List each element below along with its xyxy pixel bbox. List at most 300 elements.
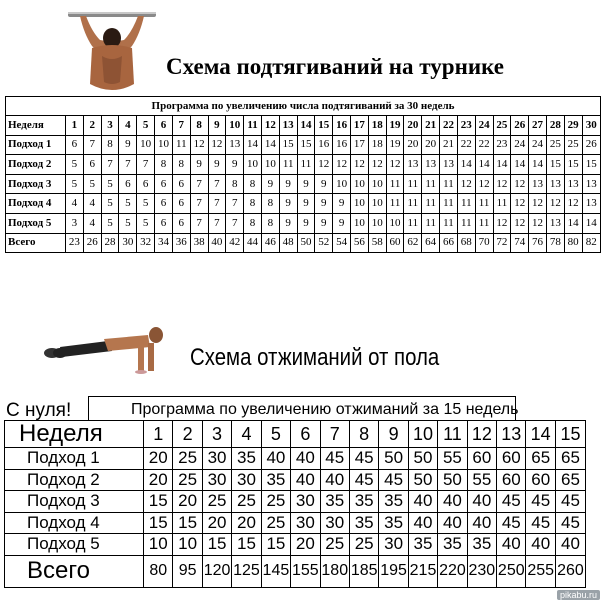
- table-cell: 10: [155, 135, 173, 155]
- table-cell: 20: [232, 512, 261, 534]
- table-cell: 12: [333, 155, 351, 175]
- table-cell: 12: [529, 194, 547, 214]
- table-cell: 9: [261, 174, 279, 194]
- table-cell: 5: [101, 174, 119, 194]
- table-cell: 45: [379, 469, 408, 491]
- week-number: 4: [119, 116, 137, 135]
- table-cell: 60: [467, 448, 496, 470]
- table-row: [5, 512, 585, 534]
- total-row: [5, 555, 585, 587]
- total-cell: 64: [422, 233, 440, 252]
- table-cell: 10: [351, 213, 369, 233]
- table-cell: 5: [66, 155, 84, 175]
- total-cell: 30: [119, 233, 137, 252]
- table-row: [5, 469, 585, 491]
- total-cell: 120: [202, 555, 231, 587]
- table-row: [5, 448, 585, 470]
- table-cell: 7: [226, 194, 244, 214]
- table-cell: 9: [297, 213, 315, 233]
- table-cell: 35: [467, 534, 496, 556]
- pullup-title: Схема подтягиваний на турнике: [166, 54, 504, 79]
- set-label: Подход 3: [6, 174, 66, 194]
- table-cell: 35: [320, 491, 349, 513]
- table-cell: 9: [315, 194, 333, 214]
- table-cell: 10: [368, 213, 386, 233]
- table-cell: 7: [226, 213, 244, 233]
- table-cell: 14: [457, 155, 475, 175]
- table-cell: 45: [555, 512, 585, 534]
- total-cell: 68: [457, 233, 475, 252]
- table-cell: 45: [497, 512, 526, 534]
- total-cell: 82: [582, 233, 600, 252]
- total-cell: 60: [386, 233, 404, 252]
- total-cell: 23: [66, 233, 84, 252]
- total-cell: 76: [529, 233, 547, 252]
- week-number: 12: [467, 421, 496, 448]
- total-cell: 46: [261, 233, 279, 252]
- table-cell: 23: [493, 135, 511, 155]
- week-number: 24: [475, 116, 493, 135]
- week-number: 5: [261, 421, 290, 448]
- pushup-title: Схема отжиманий от пола: [190, 344, 440, 371]
- table-cell: 12: [386, 155, 404, 175]
- table-cell: 24: [511, 135, 529, 155]
- table-cell: 11: [297, 155, 315, 175]
- table-cell: 15: [144, 512, 173, 534]
- total-cell: 32: [137, 233, 155, 252]
- table-cell: 5: [101, 213, 119, 233]
- total-cell: 78: [546, 233, 564, 252]
- pullup-table-caption: Программа по увеличению числа подтягиваний за 30 недель: [6, 97, 600, 116]
- week-number: 6: [291, 421, 320, 448]
- table-cell: 30: [379, 534, 408, 556]
- week-number: 12: [261, 116, 279, 135]
- week-number: 6: [155, 116, 173, 135]
- total-cell: 95: [173, 555, 202, 587]
- table-cell: 11: [404, 213, 422, 233]
- table-cell: 10: [173, 534, 202, 556]
- table-cell: 26: [582, 135, 600, 155]
- table-cell: 7: [190, 194, 208, 214]
- table-cell: 13: [529, 174, 547, 194]
- total-cell: 62: [404, 233, 422, 252]
- table-cell: 20: [422, 135, 440, 155]
- total-cell: 145: [261, 555, 290, 587]
- week-number: 20: [404, 116, 422, 135]
- table-cell: 9: [226, 155, 244, 175]
- table-cell: 30: [202, 469, 231, 491]
- table-cell: 8: [244, 174, 262, 194]
- table-cell: 40: [497, 534, 526, 556]
- table-cell: 12: [564, 194, 582, 214]
- table-cell: 24: [529, 135, 547, 155]
- total-cell: 220: [438, 555, 467, 587]
- week-number: 13: [497, 421, 526, 448]
- table-cell: 3: [66, 213, 84, 233]
- table-cell: 11: [457, 213, 475, 233]
- table-cell: 6: [155, 174, 173, 194]
- pushup-table: [5, 421, 585, 587]
- set-label: Подход 5: [6, 213, 66, 233]
- week-number: 29: [564, 116, 582, 135]
- table-cell: 11: [386, 194, 404, 214]
- table-cell: 12: [208, 135, 226, 155]
- table-cell: 11: [172, 135, 190, 155]
- table-cell: 21: [440, 135, 458, 155]
- table-cell: 8: [244, 213, 262, 233]
- table-cell: 10: [244, 155, 262, 175]
- table-cell: 11: [457, 194, 475, 214]
- table-header-row: [6, 116, 600, 135]
- table-cell: 60: [526, 469, 555, 491]
- table-cell: 8: [226, 174, 244, 194]
- table-cell: 11: [493, 194, 511, 214]
- table-cell: 4: [66, 194, 84, 214]
- table-cell: 9: [297, 194, 315, 214]
- total-cell: 66: [440, 233, 458, 252]
- table-cell: 15: [173, 512, 202, 534]
- total-cell: 185: [349, 555, 378, 587]
- table-cell: 12: [315, 155, 333, 175]
- table-cell: 6: [155, 213, 173, 233]
- table-cell: 40: [320, 469, 349, 491]
- table-cell: 40: [526, 534, 555, 556]
- table-cell: 40: [291, 469, 320, 491]
- table-cell: 6: [137, 174, 155, 194]
- table-row: [6, 194, 600, 214]
- week-number: 7: [172, 116, 190, 135]
- table-cell: 13: [582, 194, 600, 214]
- table-cell: 11: [279, 155, 297, 175]
- table-cell: 11: [440, 194, 458, 214]
- total-cell: 80: [144, 555, 173, 587]
- week-number: 2: [83, 116, 101, 135]
- total-cell: 80: [564, 233, 582, 252]
- table-cell: 40: [408, 491, 437, 513]
- table-row: [6, 213, 600, 233]
- table-cell: 9: [190, 155, 208, 175]
- week-number: 4: [232, 421, 261, 448]
- table-cell: 40: [555, 534, 585, 556]
- table-cell: 11: [386, 174, 404, 194]
- total-row: [6, 233, 600, 252]
- week-number: 9: [379, 421, 408, 448]
- table-cell: 11: [440, 174, 458, 194]
- pushup-table-frame: [4, 420, 586, 588]
- total-cell: 40: [208, 233, 226, 252]
- table-cell: 35: [379, 491, 408, 513]
- table-cell: 35: [261, 469, 290, 491]
- week-number: 13: [279, 116, 297, 135]
- total-cell: 250: [497, 555, 526, 587]
- table-cell: 16: [315, 135, 333, 155]
- table-cell: 10: [351, 174, 369, 194]
- week-number: 23: [457, 116, 475, 135]
- table-cell: 45: [320, 448, 349, 470]
- set-label: Подход 5: [5, 534, 144, 556]
- table-cell: 12: [511, 174, 529, 194]
- table-cell: 20: [144, 448, 173, 470]
- table-cell: 7: [208, 213, 226, 233]
- table-cell: 35: [349, 491, 378, 513]
- table-cell: 12: [475, 174, 493, 194]
- table-cell: 5: [137, 194, 155, 214]
- table-row: [6, 135, 600, 155]
- set-label: Подход 3: [5, 491, 144, 513]
- table-cell: 7: [208, 174, 226, 194]
- table-cell: 50: [408, 448, 437, 470]
- table-cell: 25: [564, 135, 582, 155]
- table-cell: 7: [137, 155, 155, 175]
- table-cell: 4: [83, 194, 101, 214]
- table-cell: 15: [261, 534, 290, 556]
- table-cell: 14: [564, 213, 582, 233]
- table-cell: 6: [172, 213, 190, 233]
- week-number: 1: [144, 421, 173, 448]
- table-cell: 9: [333, 194, 351, 214]
- table-cell: 65: [555, 448, 585, 470]
- table-header-row: [5, 421, 585, 448]
- table-cell: 8: [172, 155, 190, 175]
- table-cell: 45: [497, 491, 526, 513]
- table-row: [5, 491, 585, 513]
- table-cell: 35: [232, 448, 261, 470]
- week-number: 14: [526, 421, 555, 448]
- table-cell: 17: [351, 135, 369, 155]
- table-cell: 5: [83, 174, 101, 194]
- table-cell: 20: [173, 491, 202, 513]
- week-number: 19: [386, 116, 404, 135]
- table-cell: 65: [526, 448, 555, 470]
- set-label: Подход 4: [6, 194, 66, 214]
- table-cell: 6: [155, 194, 173, 214]
- pullup-table-frame: [5, 96, 601, 253]
- table-cell: 7: [83, 135, 101, 155]
- week-number: 7: [320, 421, 349, 448]
- table-cell: 6: [172, 194, 190, 214]
- table-cell: 14: [475, 155, 493, 175]
- table-cell: 8: [101, 135, 119, 155]
- table-cell: 10: [386, 213, 404, 233]
- week-number: 3: [101, 116, 119, 135]
- table-cell: 11: [404, 174, 422, 194]
- table-cell: 8: [261, 213, 279, 233]
- total-cell: 215: [408, 555, 437, 587]
- table-cell: 11: [475, 213, 493, 233]
- table-cell: 14: [582, 213, 600, 233]
- table-cell: 30: [232, 469, 261, 491]
- table-cell: 8: [244, 194, 262, 214]
- table-cell: 25: [202, 491, 231, 513]
- table-cell: 25: [349, 534, 378, 556]
- total-cell: 26: [83, 233, 101, 252]
- table-cell: 65: [555, 469, 585, 491]
- table-cell: 10: [351, 194, 369, 214]
- table-cell: 60: [497, 448, 526, 470]
- table-cell: 7: [190, 213, 208, 233]
- week-number: 8: [349, 421, 378, 448]
- table-cell: 14: [244, 135, 262, 155]
- table-cell: 15: [232, 534, 261, 556]
- table-cell: 9: [315, 213, 333, 233]
- table-cell: 7: [190, 174, 208, 194]
- table-cell: 13: [440, 155, 458, 175]
- week-number: 14: [297, 116, 315, 135]
- table-cell: 30: [291, 512, 320, 534]
- week-number: 10: [226, 116, 244, 135]
- table-cell: 55: [438, 448, 467, 470]
- pullup-table: [6, 116, 600, 252]
- table-cell: 25: [261, 512, 290, 534]
- set-label: Подход 2: [5, 469, 144, 491]
- table-cell: 12: [351, 155, 369, 175]
- week-number: 15: [315, 116, 333, 135]
- week-number: 22: [440, 116, 458, 135]
- table-cell: 13: [404, 155, 422, 175]
- table-cell: 15: [564, 155, 582, 175]
- pushup-table-caption: Программа по увеличению отжиманий за 15 недель: [88, 396, 516, 420]
- table-cell: 40: [438, 491, 467, 513]
- total-cell: 125: [232, 555, 261, 587]
- table-cell: 19: [386, 135, 404, 155]
- table-cell: 12: [529, 213, 547, 233]
- table-cell: 4: [83, 213, 101, 233]
- table-cell: 12: [546, 194, 564, 214]
- table-cell: 25: [261, 491, 290, 513]
- pushup-athlete-image: [38, 315, 178, 377]
- table-cell: 5: [101, 194, 119, 214]
- table-cell: 14: [261, 135, 279, 155]
- week-number: 21: [422, 116, 440, 135]
- table-cell: 18: [368, 135, 386, 155]
- table-cell: 5: [137, 213, 155, 233]
- table-cell: 45: [349, 448, 378, 470]
- table-cell: 9: [119, 135, 137, 155]
- table-cell: 15: [202, 534, 231, 556]
- table-cell: 10: [333, 174, 351, 194]
- table-cell: 35: [408, 534, 437, 556]
- table-cell: 20: [291, 534, 320, 556]
- table-cell: 25: [232, 491, 261, 513]
- total-cell: 155: [291, 555, 320, 587]
- table-cell: 35: [438, 534, 467, 556]
- table-cell: 35: [379, 512, 408, 534]
- table-cell: 45: [526, 491, 555, 513]
- table-cell: 25: [173, 448, 202, 470]
- table-cell: 8: [261, 194, 279, 214]
- table-row: [5, 534, 585, 556]
- table-cell: 14: [493, 155, 511, 175]
- pullup-athlete-image: [62, 4, 162, 96]
- table-cell: 22: [475, 135, 493, 155]
- table-cell: 7: [208, 194, 226, 214]
- table-cell: 20: [202, 512, 231, 534]
- table-row: [6, 155, 600, 175]
- table-cell: 15: [297, 135, 315, 155]
- table-cell: 55: [467, 469, 496, 491]
- week-number: 10: [408, 421, 437, 448]
- week-number: 9: [208, 116, 226, 135]
- table-cell: 7: [119, 155, 137, 175]
- week-number: 16: [333, 116, 351, 135]
- table-cell: 10: [137, 135, 155, 155]
- total-cell: 56: [351, 233, 369, 252]
- table-cell: 50: [438, 469, 467, 491]
- table-cell: 40: [261, 448, 290, 470]
- set-label: Подход 4: [5, 512, 144, 534]
- table-cell: 5: [119, 194, 137, 214]
- table-cell: 6: [172, 174, 190, 194]
- table-cell: 16: [333, 135, 351, 155]
- table-cell: 9: [315, 174, 333, 194]
- table-cell: 14: [529, 155, 547, 175]
- table-cell: 11: [404, 194, 422, 214]
- total-cell: 70: [475, 233, 493, 252]
- table-cell: 40: [467, 512, 496, 534]
- total-cell: 28: [101, 233, 119, 252]
- total-cell: 54: [333, 233, 351, 252]
- table-cell: 15: [582, 155, 600, 175]
- week-number: 27: [529, 116, 547, 135]
- table-cell: 12: [368, 155, 386, 175]
- set-label: Подход 1: [6, 135, 66, 155]
- table-cell: 12: [493, 213, 511, 233]
- table-cell: 12: [511, 194, 529, 214]
- table-cell: 13: [422, 155, 440, 175]
- week-header-label: Неделя: [5, 421, 144, 448]
- week-number: 17: [351, 116, 369, 135]
- week-number: 8: [190, 116, 208, 135]
- total-cell: 72: [493, 233, 511, 252]
- table-cell: 9: [333, 213, 351, 233]
- table-cell: 14: [511, 155, 529, 175]
- table-cell: 35: [349, 512, 378, 534]
- table-cell: 11: [422, 174, 440, 194]
- table-cell: 20: [144, 469, 173, 491]
- total-cell: 50: [297, 233, 315, 252]
- from-zero-label: С нуля!: [6, 400, 72, 421]
- table-cell: 12: [457, 174, 475, 194]
- table-cell: 15: [546, 155, 564, 175]
- table-cell: 25: [546, 135, 564, 155]
- total-cell: 230: [467, 555, 496, 587]
- total-cell: 44: [244, 233, 262, 252]
- table-cell: 13: [226, 135, 244, 155]
- table-cell: 9: [279, 213, 297, 233]
- week-header-label: Неделя: [6, 116, 66, 135]
- table-cell: 8: [155, 155, 173, 175]
- table-cell: 13: [564, 174, 582, 194]
- table-cell: 11: [475, 194, 493, 214]
- table-cell: 10: [368, 174, 386, 194]
- total-cell: 48: [279, 233, 297, 252]
- table-cell: 6: [119, 174, 137, 194]
- week-number: 1: [66, 116, 84, 135]
- week-number: 3: [202, 421, 231, 448]
- table-cell: 45: [349, 469, 378, 491]
- table-cell: 30: [291, 491, 320, 513]
- table-cell: 13: [546, 174, 564, 194]
- table-row: [6, 174, 600, 194]
- week-number: 15: [555, 421, 585, 448]
- table-cell: 15: [144, 491, 173, 513]
- table-cell: 6: [83, 155, 101, 175]
- total-cell: 36: [172, 233, 190, 252]
- table-cell: 13: [582, 174, 600, 194]
- week-number: 25: [493, 116, 511, 135]
- table-cell: 30: [202, 448, 231, 470]
- table-cell: 40: [291, 448, 320, 470]
